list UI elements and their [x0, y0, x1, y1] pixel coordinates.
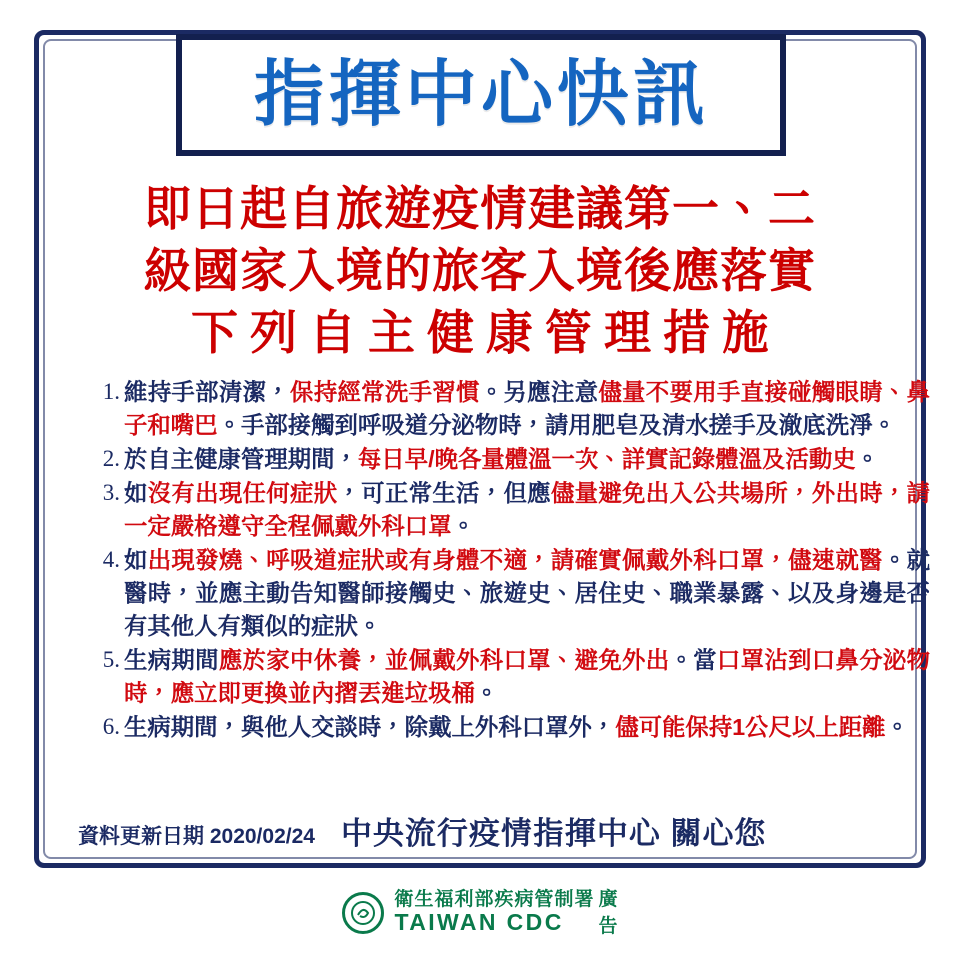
- measure-item-segment: 。另應注意: [479, 379, 599, 405]
- measure-item-segment: 儘量不要用手直接碰觸眼睛、鼻子和嘴巴: [124, 379, 931, 438]
- measure-item-segment: 維持手部清潔，: [124, 379, 291, 405]
- measure-item-number: 5.: [102, 647, 120, 672]
- measure-item-segment: 口罩沾到口鼻分泌物時，應立即更換並內摺丟進垃圾桶: [124, 647, 931, 706]
- footer-row: [78, 808, 890, 853]
- cdc-logo-text: [394, 890, 594, 935]
- measure-item-segment: 。就醫時，並應主動告知醫師接觸史、旅遊史、居住史、職業暴露、以及身邊是否有其他人有類似的症狀。: [124, 547, 931, 639]
- ad-suffix: [599, 888, 618, 937]
- headline-line-2: 級國家入境的旅客入境後應落實: [144, 244, 816, 298]
- measure-item-number: 3.: [102, 480, 120, 505]
- measure-item-text: [124, 647, 930, 706]
- measure-item-segment: 沒有出現任何症狀: [147, 480, 338, 506]
- measure-item: [102, 477, 931, 543]
- update-date: 資料更新日期 2020/02/24: [78, 825, 315, 848]
- measure-item-segment: 如: [124, 480, 148, 506]
- measure-item: [102, 443, 930, 476]
- measure-item-segment: 生病期間，與他人交談時，除戴上外科口罩外，: [124, 714, 616, 740]
- headline: [70, 178, 890, 364]
- page-title: 指揮中心快訊: [252, 55, 709, 135]
- measure-item-segment: 於自主健康管理期間，: [124, 446, 358, 472]
- measures-list: [78, 376, 930, 745]
- care-text: 中央流行疫情指揮中心 關心您: [340, 816, 767, 851]
- measure-item: [102, 711, 930, 744]
- measure-item: [102, 544, 931, 643]
- measure-item-segment: 。當: [669, 647, 717, 673]
- cdc-seal-icon: [342, 892, 384, 934]
- headline-line-3: 下列自主健康管理措施: [191, 306, 781, 360]
- measure-item-text: [124, 379, 930, 438]
- measure-item-segment: 儘量避免出入公共場所，外出時，請一定嚴格遵守全程佩戴外科口罩: [124, 480, 931, 539]
- measure-item-number: 2.: [102, 446, 120, 471]
- ad-suffix-bottom: 告: [598, 915, 618, 937]
- measure-item-text: [124, 547, 930, 639]
- title-banner: [176, 34, 786, 156]
- measure-item-segment: 。手部接觸到呼吸道分泌物時，請用肥皂及清水搓手及澈底洗淨。: [217, 412, 896, 438]
- ad-suffix-top: 廣: [598, 889, 618, 910]
- measure-item-segment: 出現發燒、呼吸道症狀或有身體不適，請確實佩戴外科口罩，儘速就醫: [147, 547, 883, 573]
- measure-item-segment: ，可正常生活，但應: [337, 480, 551, 506]
- measure-item-number: 6.: [102, 714, 120, 739]
- measure-item-segment: 生病期間: [124, 647, 219, 673]
- cdc-logo-area: [0, 888, 960, 937]
- measure-item-text: [124, 446, 879, 472]
- measure-item-text: [124, 714, 909, 740]
- cdc-name-cn: 衛生福利部疾病管制署: [394, 888, 595, 910]
- measure-item-text: [124, 480, 930, 539]
- measure-item-segment: 每日早/晚各量體溫一次、詳實記錄體溫及活動史: [357, 446, 856, 472]
- cdc-name-en: TAIWAN CDC: [394, 909, 564, 936]
- measure-item-segment: 。: [451, 513, 475, 539]
- measure-item-number: 4.: [102, 547, 120, 572]
- measure-item: [102, 644, 931, 710]
- measure-item-segment: 。: [885, 714, 909, 740]
- measure-item-segment: 保持經常洗手習慣: [290, 379, 480, 405]
- measure-item-number: 1.: [102, 379, 120, 404]
- measure-item-segment: 。: [855, 446, 879, 472]
- headline-line-1: 即日起自旅遊疫情建議第一、二: [144, 182, 816, 235]
- measure-item-segment: 應於家中休養，並佩戴外科口罩、避免外出: [218, 647, 670, 673]
- measure-item-segment: 儘可能保持1公尺以上距離: [615, 714, 886, 740]
- measure-item-segment: 如: [124, 547, 148, 573]
- measure-item-segment: 。: [474, 680, 499, 706]
- measure-item: [102, 376, 931, 442]
